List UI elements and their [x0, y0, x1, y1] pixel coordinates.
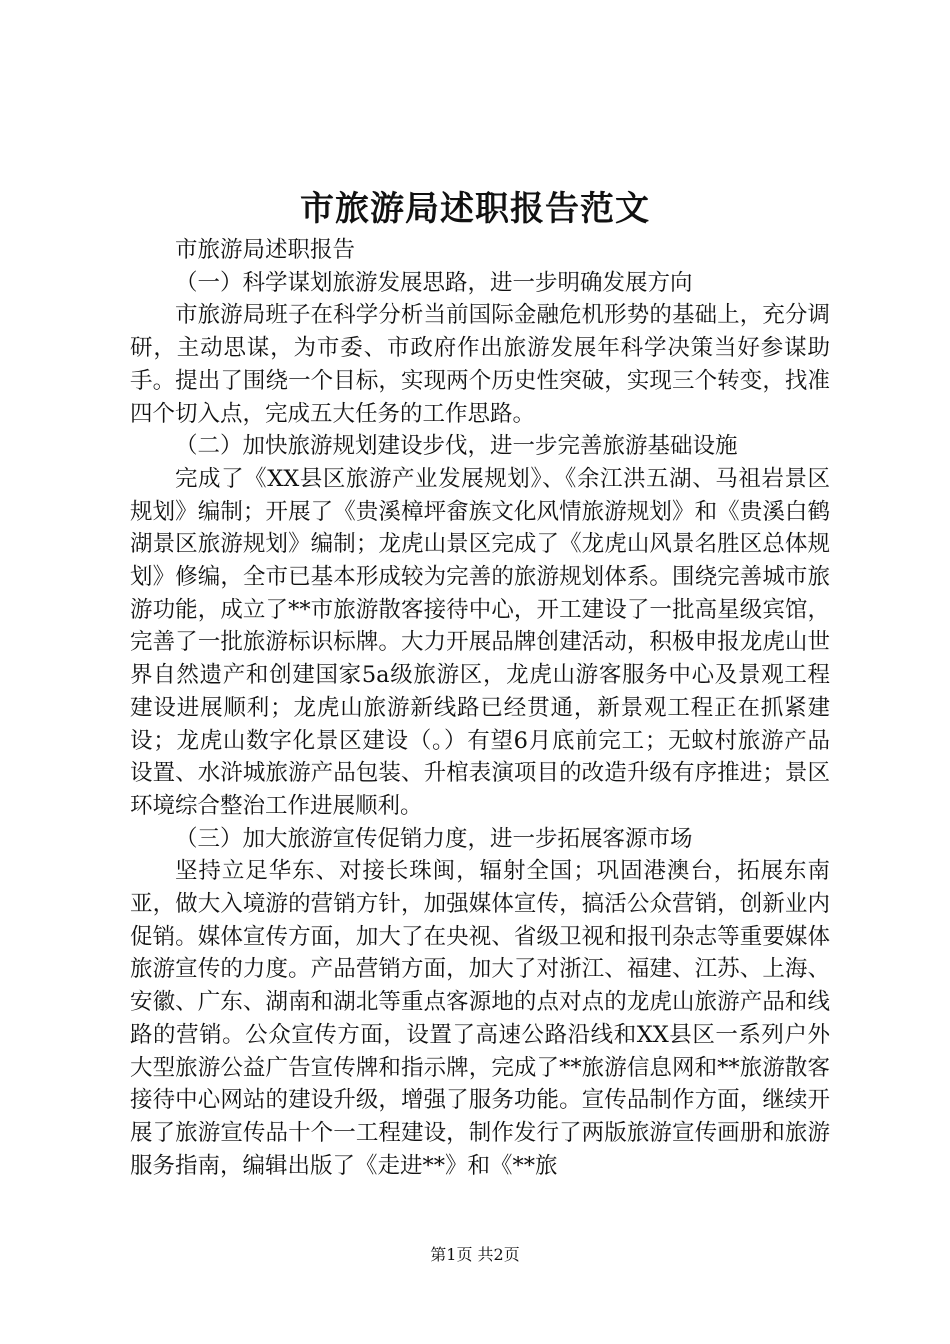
section-heading-3: （三）加大旅游宣传促销力度，进一步拓展客源市场: [175, 825, 693, 852]
paragraph-section-3: 坚持立足华东、对接长珠闽，辐射全国；巩固港澳台，拓展东南亚，做大入境游的营销方针，加强媒体宣传，搞活公众营销，创新业内促销。媒体宣传方面，加大了在央视、省级卫视和报刊杂志等重要媒体旅游宣传的力度。产品营销方面，加大了对浙江、福建、江苏、上海、安徽、广东、湖南和湖北等重点客源地的点对点的龙虎山旅游产品和线路的营销。公众宣传方面，设置了高速公路沿线和XX县区一系列户外大型旅游公益广告宣传牌和指示牌，完成了**旅游信息网和**旅游散客接待中心网站的建设升级，增强了服务功能。宣传品制作方面，继续开展了旅游宣传品十个一工程建设，制作发行了两版旅游宣传画册和旅游服务指南，编辑出版了《走进**》和《**旅: [130, 858, 830, 1179]
paragraph-heading-intro: 市旅游局述职报告: [175, 237, 356, 263]
page-footer: 第1页 共2页: [430, 1245, 520, 1264]
section-heading-2: （二）加快旅游规划建设步伐，进一步完善旅游基础设施: [175, 433, 738, 460]
paragraph-section-1: 市旅游局班子在科学分析当前国际金融危机形势的基础上，充分调研，主动思谋，为市委、市政府作出旅游发展年科学决策当好参谋助手。提出了围绕一个目标，实现两个历史性突破，实现三个转变，找准四个切入点，完成五大任务的工作思路。: [130, 302, 830, 427]
paragraph-section-2: 完成了《XX县区旅游产业发展规划》、《余江洪五湖、马祖岩景区规划》编制；开展了《贵溪樟坪畲族文化风情旅游规划》和《贵溪白鹤湖景区旅游规划》编制；龙虎山景区完成了《龙虎山风景名胜区总体规划》修编，全市已基本形成较为完善的旅游规划体系。围绕完善城市旅游功能，成立了**市旅游散客接待中心，开工建设了一批高星级宾馆，完善了一批旅游标识标牌。大力开展品牌创建活动，积极申报龙虎山世界自然遗产和创建国家5a级旅游区，龙虎山游客服务中心及景观工程建设进展顺利；龙虎山旅游新线路已经贯通，新景观工程正在抓紧建设；龙虎山数字化景区建设（。）有望6月底前完工；无蚊村旅游产品设置、水浒城旅游产品包装、升棺表演项目的改造升级有序推进；景区环境综合整治工作进展顺利。: [130, 465, 830, 819]
document-body: [130, 234, 830, 1182]
section-heading-1: （一）科学谋划旅游发展思路，进一步明确发展方向: [175, 269, 693, 296]
document-title: 市旅游局述职报告范文: [300, 189, 650, 229]
